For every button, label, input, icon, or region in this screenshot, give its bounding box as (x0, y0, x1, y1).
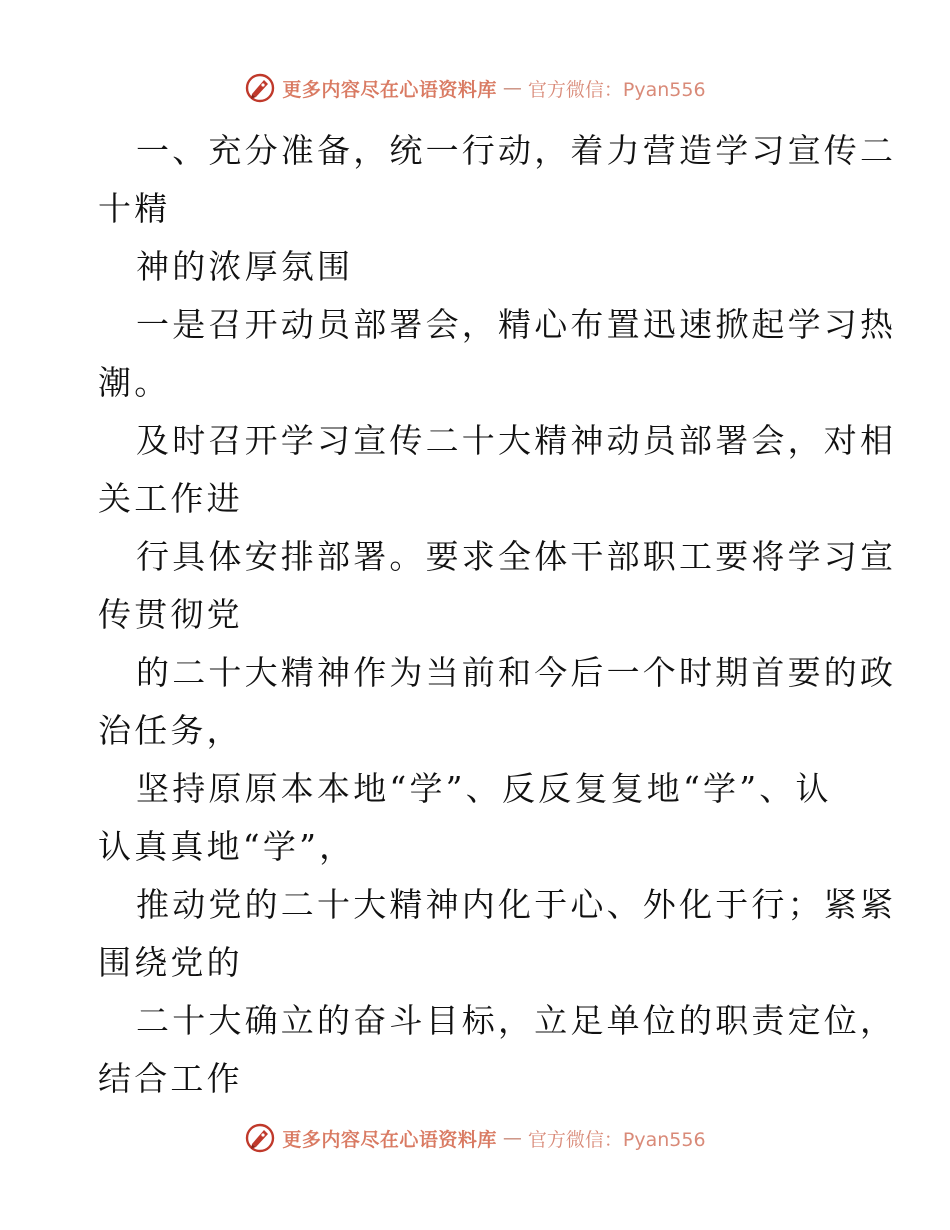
text-line: 结合工作 (98, 1059, 243, 1098)
text-line: 神的浓厚氛围 (136, 247, 354, 286)
text-line: 二十大确立的奋斗目标，立足单位的职责定位， (136, 1001, 897, 1040)
text-line: 围绕党的 (98, 943, 243, 982)
text-line: 传贯彻党 (98, 595, 243, 634)
watermark-title: 更多内容尽在心语资料库 (282, 78, 497, 101)
header-watermark (0, 72, 950, 104)
text-line: 十精 (98, 189, 171, 228)
text-line: 的二十大精神作为当前和今后一个时期首要的政 (136, 653, 897, 692)
watermark-dash: — (502, 77, 522, 99)
document-body (98, 122, 897, 1108)
watermark-wechat: 官方微信：Pyan556 (527, 78, 706, 101)
watermark-title: 更多内容尽在心语资料库 (282, 1128, 497, 1151)
text-line: 及时召开学习宣传二十大精神动员部署会，对相 (136, 421, 897, 460)
pen-nib-logo-icon (244, 1122, 276, 1154)
watermark-dash: — (502, 1127, 522, 1149)
pen-nib-logo-icon (244, 72, 276, 104)
text-line: 坚持原原本本地“学”、反反复复地“学”、认 (136, 769, 832, 808)
text-line: 关工作进 (98, 479, 243, 518)
watermark-wechat: 官方微信：Pyan556 (527, 1128, 706, 1151)
text-line: 一是召开动员部署会，精心布置迅速掀起学习热 (136, 305, 897, 344)
text-line: 认真真地“学”， (98, 827, 356, 866)
text-line: 一、充分准备，统一行动，着力营造学习宣传二 (136, 131, 897, 170)
text-line: 行具体安排部署。要求全体干部职工要将学习宣 (136, 537, 897, 576)
footer-watermark (0, 1122, 950, 1154)
text-line: 治任务， (98, 711, 243, 750)
text-line: 推动党的二十大精神内化于心、外化于行；紧紧 (136, 885, 897, 924)
text-line: 潮。 (98, 363, 171, 402)
